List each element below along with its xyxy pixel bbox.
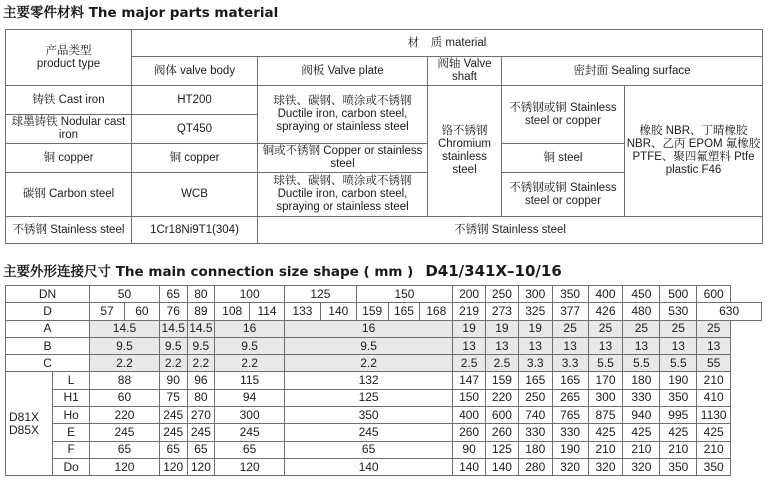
- cell: 165: [518, 372, 552, 389]
- header-valve-plate: 阀板 Valve plate: [258, 57, 428, 86]
- cell: 350: [552, 286, 588, 303]
- cell: 140: [320, 303, 356, 320]
- cell: 210: [660, 441, 697, 458]
- cell: 57: [90, 303, 125, 320]
- row-label: H1: [53, 389, 90, 406]
- cell: 25: [623, 320, 660, 337]
- table-row: [6, 389, 762, 406]
- cell: 132: [284, 372, 452, 389]
- cell: 1130: [697, 407, 731, 424]
- cell: 165: [552, 372, 588, 389]
- cell: 995: [660, 407, 697, 424]
- cell: 2.5: [486, 355, 519, 372]
- cell: 320: [588, 458, 623, 475]
- table-row: [6, 458, 762, 475]
- cell: 13: [623, 337, 660, 354]
- table-row: [6, 320, 762, 337]
- table-row: [6, 355, 762, 372]
- cell: 13: [697, 337, 731, 354]
- cell: 3.3: [552, 355, 588, 372]
- body-nodular: QT450: [132, 115, 258, 144]
- cell: 265: [552, 389, 588, 406]
- cell: 219: [453, 303, 486, 320]
- cell: 180: [518, 441, 552, 458]
- seal-copper: 铜 steel: [502, 144, 625, 173]
- table-row: [6, 303, 762, 320]
- cell: 120: [187, 458, 215, 475]
- cell: 180: [623, 372, 660, 389]
- cell: 80: [187, 286, 215, 303]
- cell: 245: [159, 424, 187, 441]
- row-label: Ho: [53, 407, 90, 424]
- dimensions-table: [5, 285, 762, 476]
- cell: 19: [518, 320, 552, 337]
- cell: 330: [518, 424, 552, 441]
- dimensions-heading: 主要外形连接尺寸 The main connection size shape ( mm ) D41/341X–10/16: [3, 262, 562, 280]
- cell: 630: [697, 303, 762, 320]
- cell: 350: [697, 458, 731, 475]
- cell: 2.2: [187, 355, 215, 372]
- body-stainless-steel: 1Cr18Ni9T1(304): [132, 217, 258, 244]
- cell: 2.2: [159, 355, 187, 372]
- cell: 13: [588, 337, 623, 354]
- cell: 140: [453, 458, 486, 475]
- cell: 159: [486, 372, 519, 389]
- cell: 220: [90, 407, 160, 424]
- cell: 25: [697, 320, 731, 337]
- cell: 16: [284, 320, 452, 337]
- cell: 220: [486, 389, 519, 406]
- cell: 90: [159, 372, 187, 389]
- cell: 245: [284, 424, 452, 441]
- type-nodular-cast-iron: 球墨铸铁 Nodular cast iron: [6, 115, 132, 144]
- cell: 273: [486, 303, 519, 320]
- cell: 260: [453, 424, 486, 441]
- materials-table: [5, 29, 763, 244]
- cell: 150: [453, 389, 486, 406]
- cell: 9.5: [90, 337, 160, 354]
- cell: 65: [187, 441, 215, 458]
- cell: 530: [660, 303, 697, 320]
- cell: 330: [552, 424, 588, 441]
- cell: 9.5: [159, 337, 187, 354]
- cell: 5.5: [623, 355, 660, 372]
- cell: 140: [486, 458, 519, 475]
- cell: 90: [453, 441, 486, 458]
- table-row: [6, 337, 762, 354]
- cell: 210: [697, 372, 731, 389]
- cell: 25: [588, 320, 623, 337]
- row-label: D: [6, 303, 90, 320]
- cell: 250: [518, 389, 552, 406]
- cell: 147: [453, 372, 486, 389]
- cell: 600: [697, 286, 731, 303]
- cell: 210: [697, 441, 731, 458]
- cell: 940: [623, 407, 660, 424]
- cell: 120: [159, 458, 187, 475]
- cell: 300: [518, 286, 552, 303]
- cell: 55: [697, 355, 731, 372]
- table-row: [6, 441, 762, 458]
- cell: 5.5: [588, 355, 623, 372]
- cell: 65: [90, 441, 160, 458]
- type-stainless-steel: 不锈钢 Stainless steel: [6, 217, 132, 244]
- shaft-material: 铬不锈钢 Chromium stainless steel: [428, 86, 502, 217]
- cell: 270: [187, 407, 215, 424]
- cell: 100: [215, 286, 285, 303]
- cell: 88: [90, 372, 160, 389]
- cell: 350: [660, 458, 697, 475]
- table-row: [6, 407, 762, 424]
- cell: 14.5: [159, 320, 187, 337]
- cell: 76: [159, 303, 187, 320]
- cell: 2.2: [215, 355, 285, 372]
- cell: 210: [588, 441, 623, 458]
- plate-carbon: 球铁、碳钢、喷涂或不锈钢 Ductile iron, carbon steel, spraying or stainless steel: [258, 173, 428, 217]
- cell: 60: [124, 303, 159, 320]
- cell: 65: [159, 441, 187, 458]
- cell: 25: [552, 320, 588, 337]
- stainless-rest: 不锈钢 Stainless steel: [258, 217, 763, 244]
- cell: 16: [215, 320, 285, 337]
- cell: 13: [552, 337, 588, 354]
- cell: 425: [623, 424, 660, 441]
- cell: 325: [518, 303, 552, 320]
- body-cast-iron: HT200: [132, 86, 258, 115]
- cell: 425: [588, 424, 623, 441]
- type-copper: 铜 copper: [6, 144, 132, 173]
- cell: 19: [486, 320, 519, 337]
- cell: 377: [552, 303, 588, 320]
- cell: 426: [588, 303, 623, 320]
- plate-iron: 球铁、碳钢、喷涂或不锈钢 Ductile iron, carbon steel, spraying or stainless steel: [258, 86, 428, 144]
- body-copper: 铜 copper: [132, 144, 258, 173]
- cell: 320: [552, 458, 588, 475]
- cell: 65: [215, 441, 285, 458]
- seal-carbon: 不锈钢或铜 Stainless steel or copper: [502, 173, 625, 217]
- cell: 19: [453, 320, 486, 337]
- header-product-type: 产品类型 product type: [6, 30, 132, 86]
- cell: 140: [284, 458, 452, 475]
- cell: 765: [552, 407, 588, 424]
- cell: 9.5: [215, 337, 285, 354]
- cell: 125: [284, 389, 452, 406]
- cell: 330: [623, 389, 660, 406]
- cell: 245: [159, 407, 187, 424]
- cell: 2.2: [284, 355, 452, 372]
- cell: 425: [660, 424, 697, 441]
- cell: 245: [90, 424, 160, 441]
- cell: 150: [356, 286, 452, 303]
- cell: 320: [623, 458, 660, 475]
- cell: 165: [388, 303, 420, 320]
- cell: 480: [623, 303, 660, 320]
- model-code: D41/341X–10/16: [425, 262, 562, 280]
- header-valve-shaft: 阀轴 Valve shaft: [428, 57, 502, 86]
- cell: 75: [159, 389, 187, 406]
- cell: 125: [284, 286, 356, 303]
- row-label: E: [53, 424, 90, 441]
- cell: 120: [90, 458, 160, 475]
- row-label: F: [53, 441, 90, 458]
- cell: 210: [623, 441, 660, 458]
- row-label: B: [6, 337, 90, 354]
- cell: 94: [215, 389, 285, 406]
- cell: 13: [453, 337, 486, 354]
- cell: 65: [159, 286, 187, 303]
- cell: 300: [215, 407, 285, 424]
- type-carbon-steel: 碳钢 Carbon steel: [6, 173, 132, 217]
- cell: 300: [588, 389, 623, 406]
- cell: 159: [356, 303, 388, 320]
- cell: 108: [215, 303, 250, 320]
- cell: 5.5: [660, 355, 697, 372]
- table-row: [6, 286, 762, 303]
- cell: 80: [187, 389, 215, 406]
- cell: 3.3: [518, 355, 552, 372]
- cell: 190: [552, 441, 588, 458]
- cell: 350: [660, 389, 697, 406]
- row-label: L: [53, 372, 90, 389]
- body-carbon-steel: WCB: [132, 173, 258, 217]
- cell: 350: [284, 407, 452, 424]
- cell: 600: [486, 407, 519, 424]
- cell: 13: [660, 337, 697, 354]
- cell: 168: [420, 303, 453, 320]
- cell: 133: [284, 303, 320, 320]
- seal-iron: 不锈钢或铜 Stainless steel or copper: [502, 86, 625, 144]
- cell: 400: [588, 286, 623, 303]
- cell: 875: [588, 407, 623, 424]
- cell: 9.5: [284, 337, 452, 354]
- cell: 13: [486, 337, 519, 354]
- header-sealing-surface: 密封面 Sealing surface: [502, 57, 763, 86]
- materials-heading: 主要零件材料 The major parts material: [3, 5, 279, 21]
- cell: 425: [697, 424, 731, 441]
- cell: 9.5: [187, 337, 215, 354]
- type-cast-iron: 铸铁 Cast iron: [6, 86, 132, 115]
- table-row: [6, 424, 762, 441]
- cell: 14.5: [90, 320, 160, 337]
- cell: 50: [90, 286, 160, 303]
- cell: 13: [518, 337, 552, 354]
- cell: 115: [215, 372, 285, 389]
- cell: 170: [588, 372, 623, 389]
- cell: 400: [453, 407, 486, 424]
- cell: 410: [697, 389, 731, 406]
- row-label: A: [6, 320, 90, 337]
- cell: 96: [187, 372, 215, 389]
- table-row: [6, 372, 762, 389]
- cell: 200: [453, 286, 486, 303]
- cell: 280: [518, 458, 552, 475]
- header-valve-body: 阀体 valve body: [132, 57, 258, 86]
- row-label: C: [6, 355, 90, 372]
- cell: 740: [518, 407, 552, 424]
- cell: 89: [187, 303, 215, 320]
- row-label: DN: [6, 286, 90, 303]
- cell: 190: [660, 372, 697, 389]
- cell: 14.5: [187, 320, 215, 337]
- cell: 250: [486, 286, 519, 303]
- cell: 2.5: [453, 355, 486, 372]
- cell: 25: [660, 320, 697, 337]
- cell: 2.2: [90, 355, 160, 372]
- cell: 500: [660, 286, 697, 303]
- cell: 260: [486, 424, 519, 441]
- cell: 245: [215, 424, 285, 441]
- group-label: D81X D85X: [6, 372, 53, 476]
- cell: 245: [187, 424, 215, 441]
- cell: 114: [250, 303, 285, 320]
- cell: 60: [90, 389, 160, 406]
- seal-rubber: 橡胶 NBR、丁晴橡胶 NBR、乙丙 EPOM 氟橡胶 PTFE、聚四氟塑料 Ptfe plastic F46: [625, 86, 763, 217]
- cell: 120: [215, 458, 285, 475]
- cell: 125: [486, 441, 519, 458]
- header-material: 材 质 material: [132, 30, 763, 57]
- row-label: Do: [53, 458, 90, 475]
- cell: 65: [284, 441, 452, 458]
- cell: 450: [623, 286, 660, 303]
- plate-copper: 铜或不锈钢 Copper or stainless steel: [258, 144, 428, 173]
